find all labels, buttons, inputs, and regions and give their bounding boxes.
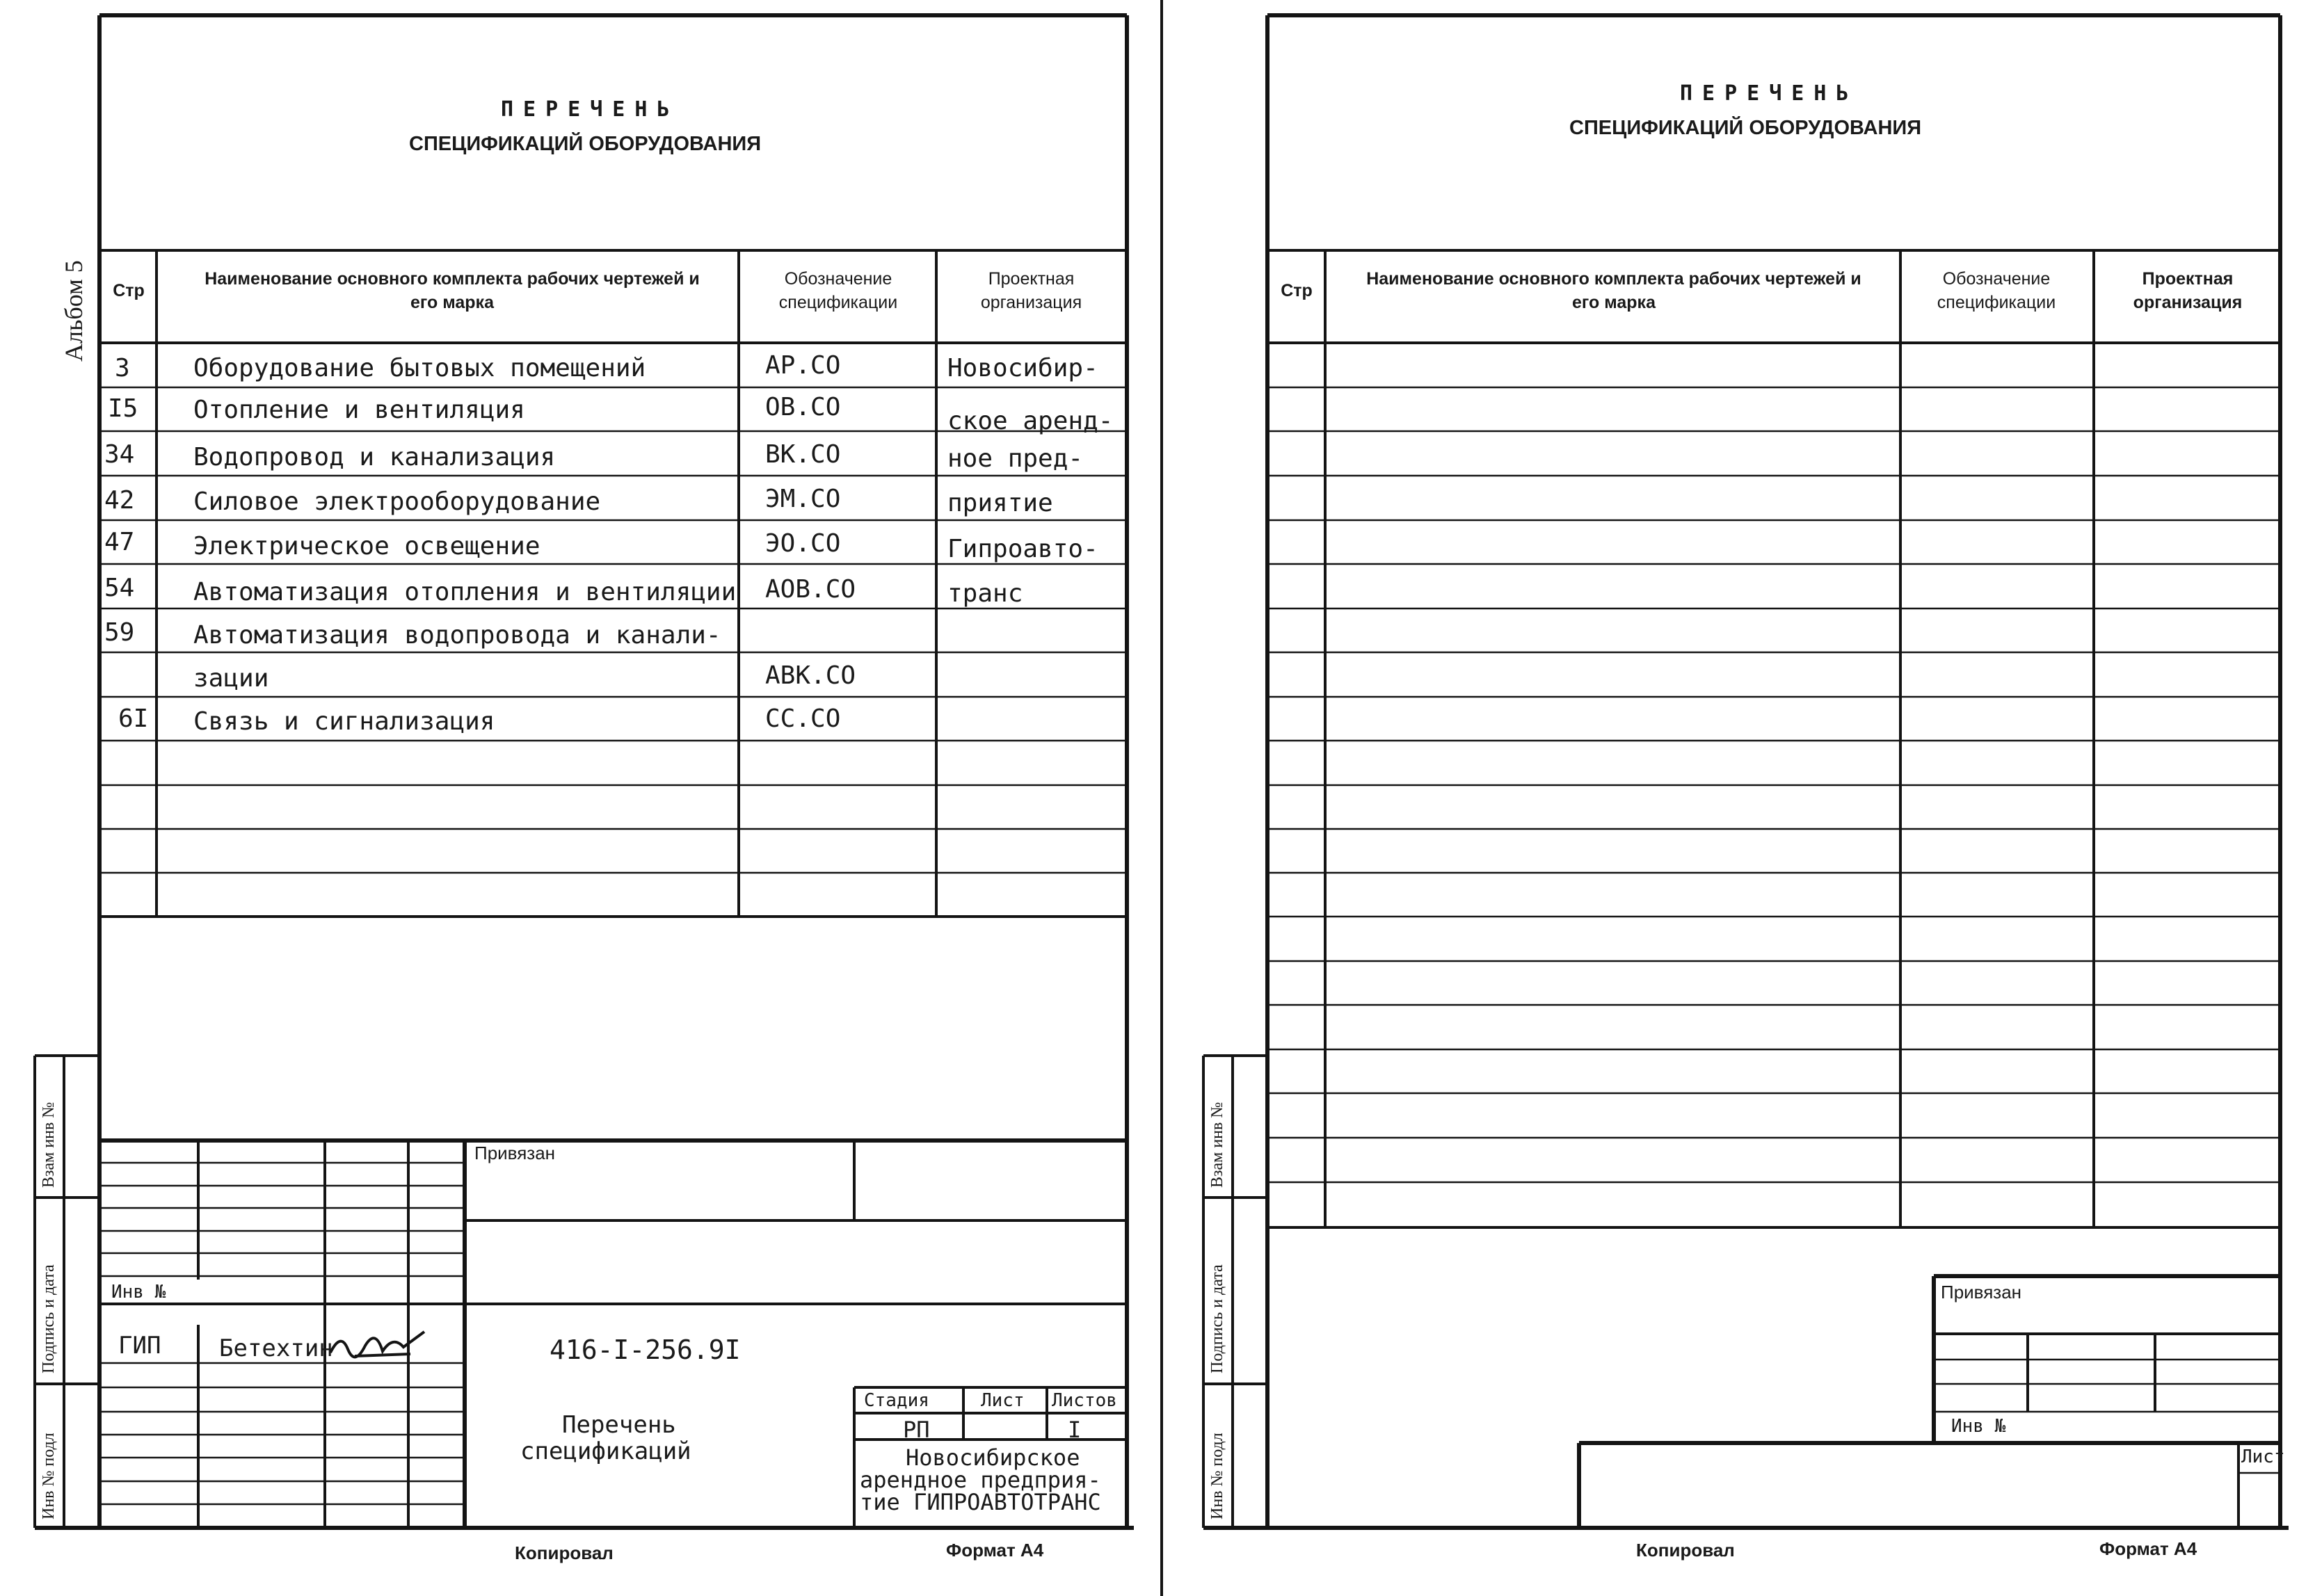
left-col-designation: Обозначение спецификации [778, 269, 898, 312]
table-row-designation: АР.СО [765, 351, 841, 380]
left-subtitle: СПЕЦИФИКАЦИЙ ОБОРУДОВАНИЯ [409, 133, 762, 155]
table-row-designation: АВК.СО [765, 661, 856, 690]
table-row-name: Оборудование бытовых помещений [193, 354, 646, 382]
right-col-name: Наименование основного комплекта рабочих чертежей и его марка [1366, 269, 1861, 312]
left-side-inv: Инв № подл [40, 1433, 58, 1520]
signature-mark [327, 1325, 431, 1367]
right-footer-copied: Копировал [1636, 1540, 1735, 1561]
table-row-designation: ЭО.СО [765, 529, 841, 558]
table-row-page: 42 [104, 486, 135, 515]
left-stamp-sheets: I [1068, 1417, 1082, 1443]
right-stamp-privyazan: Привязан [1941, 1282, 2022, 1303]
table-row-name: Автоматизация водопровода и канали- [193, 621, 721, 650]
table-row-designation: СС.СО [765, 704, 841, 733]
album-label: Альбом 5 [60, 260, 88, 362]
left-stamp-stage: РП [903, 1417, 930, 1443]
table-row-name: зации [193, 664, 269, 693]
left-col-name: Наименование основного комплекта рабочих чертежей и его марка [205, 269, 700, 312]
left-stamp-doc-title-1: Перечень [562, 1411, 676, 1439]
right-side-podpis: Подпись и дата [1208, 1264, 1226, 1373]
right-title: ПЕРЕЧЕНЬ [1680, 81, 1859, 106]
right-footer-format: Формат А4 [2099, 1538, 2197, 1559]
table-row-name: Силовое электрооборудование [193, 487, 601, 516]
left-stamp-sheets-label: Листов [1052, 1390, 1117, 1411]
right-side-inv: Инв № подл [1208, 1433, 1226, 1520]
left-stamp-inv-no: Инв № [111, 1282, 166, 1303]
left-page-frame [35, 15, 1134, 1528]
table-row-page: 3 [115, 354, 130, 382]
table-row-designation: ОВ.СО [765, 393, 841, 421]
table-row-page: 54 [104, 574, 135, 602]
table-row-page: 47 [104, 528, 135, 556]
left-stamp-code: 416-I-256.9I [550, 1335, 741, 1365]
right-stamp-sheet-label: Лист [2241, 1446, 2285, 1467]
table-row-page: I5 [108, 394, 138, 423]
left-side-vzam: Взам инв № [40, 1102, 58, 1188]
right-stamp-inv-no: Инв № [1951, 1416, 2006, 1437]
left-footer-format: Формат А4 [946, 1540, 1044, 1561]
left-stamp-gip: ГИП [118, 1332, 161, 1360]
table-row-org: приятие [947, 489, 1053, 517]
left-stamp-doc-title-2: спецификаций [520, 1437, 691, 1465]
table-row-page: 34 [104, 440, 135, 469]
table-row-name: Автоматизация отопления и вентиляции [193, 578, 737, 606]
left-stamp-org-1: Новосибирское [906, 1444, 1080, 1471]
right-subtitle: СПЕЦИФИКАЦИЙ ОБОРУДОВАНИЯ [1569, 117, 1922, 139]
left-footer-copied: Копировал [515, 1542, 614, 1563]
table-row-designation: ВК.СО [765, 440, 841, 469]
right-col-organization: Проектная организация [2133, 269, 2243, 312]
left-stamp-privyazan: Привязан [474, 1143, 556, 1163]
left-side-podpis: Подпись и дата [40, 1264, 58, 1373]
right-page-frame [1203, 15, 2289, 1528]
left-stamp-stage-label: Стадия [864, 1390, 929, 1411]
table-row-designation: АОВ.СО [765, 575, 856, 604]
table-row-org: Гипроавто- [947, 535, 1098, 563]
table-row-page: 59 [104, 618, 135, 647]
left-stamp-person: Бетехтин [219, 1335, 333, 1362]
right-side-vzam: Взам инв № [1208, 1102, 1226, 1188]
table-row-org: Новосибир- [947, 354, 1098, 382]
left-col-organization: Проектная организация [980, 269, 1082, 312]
right-col-page: Стр [1281, 281, 1313, 300]
left-stamp-sheet-label: Лист [981, 1390, 1025, 1411]
table-row-name: Связь и сигнализация [193, 707, 495, 736]
table-row-page: 6I [118, 704, 149, 733]
left-stamp-org-3: тие ГИПРОАВТОТРАНС [860, 1489, 1101, 1515]
table-row-name: Отопление и вентиляция [193, 396, 525, 424]
left-title: ПЕРЕЧЕНЬ [501, 97, 680, 122]
right-col-designation: Обозначение спецификации [1937, 269, 2056, 312]
table-row-org: транс [947, 579, 1023, 608]
table-row-name: Водопровод и канализация [193, 443, 556, 471]
table-row-org: ное пред- [947, 444, 1084, 473]
left-stamp-org-2: арендное предприя- [860, 1467, 1101, 1493]
table-row-name: Электрическое освещение [193, 532, 540, 561]
left-col-page: Стр [113, 281, 145, 300]
table-row-org: ское аренд- [947, 407, 1114, 435]
table-row-designation: ЭМ.СО [765, 485, 841, 513]
